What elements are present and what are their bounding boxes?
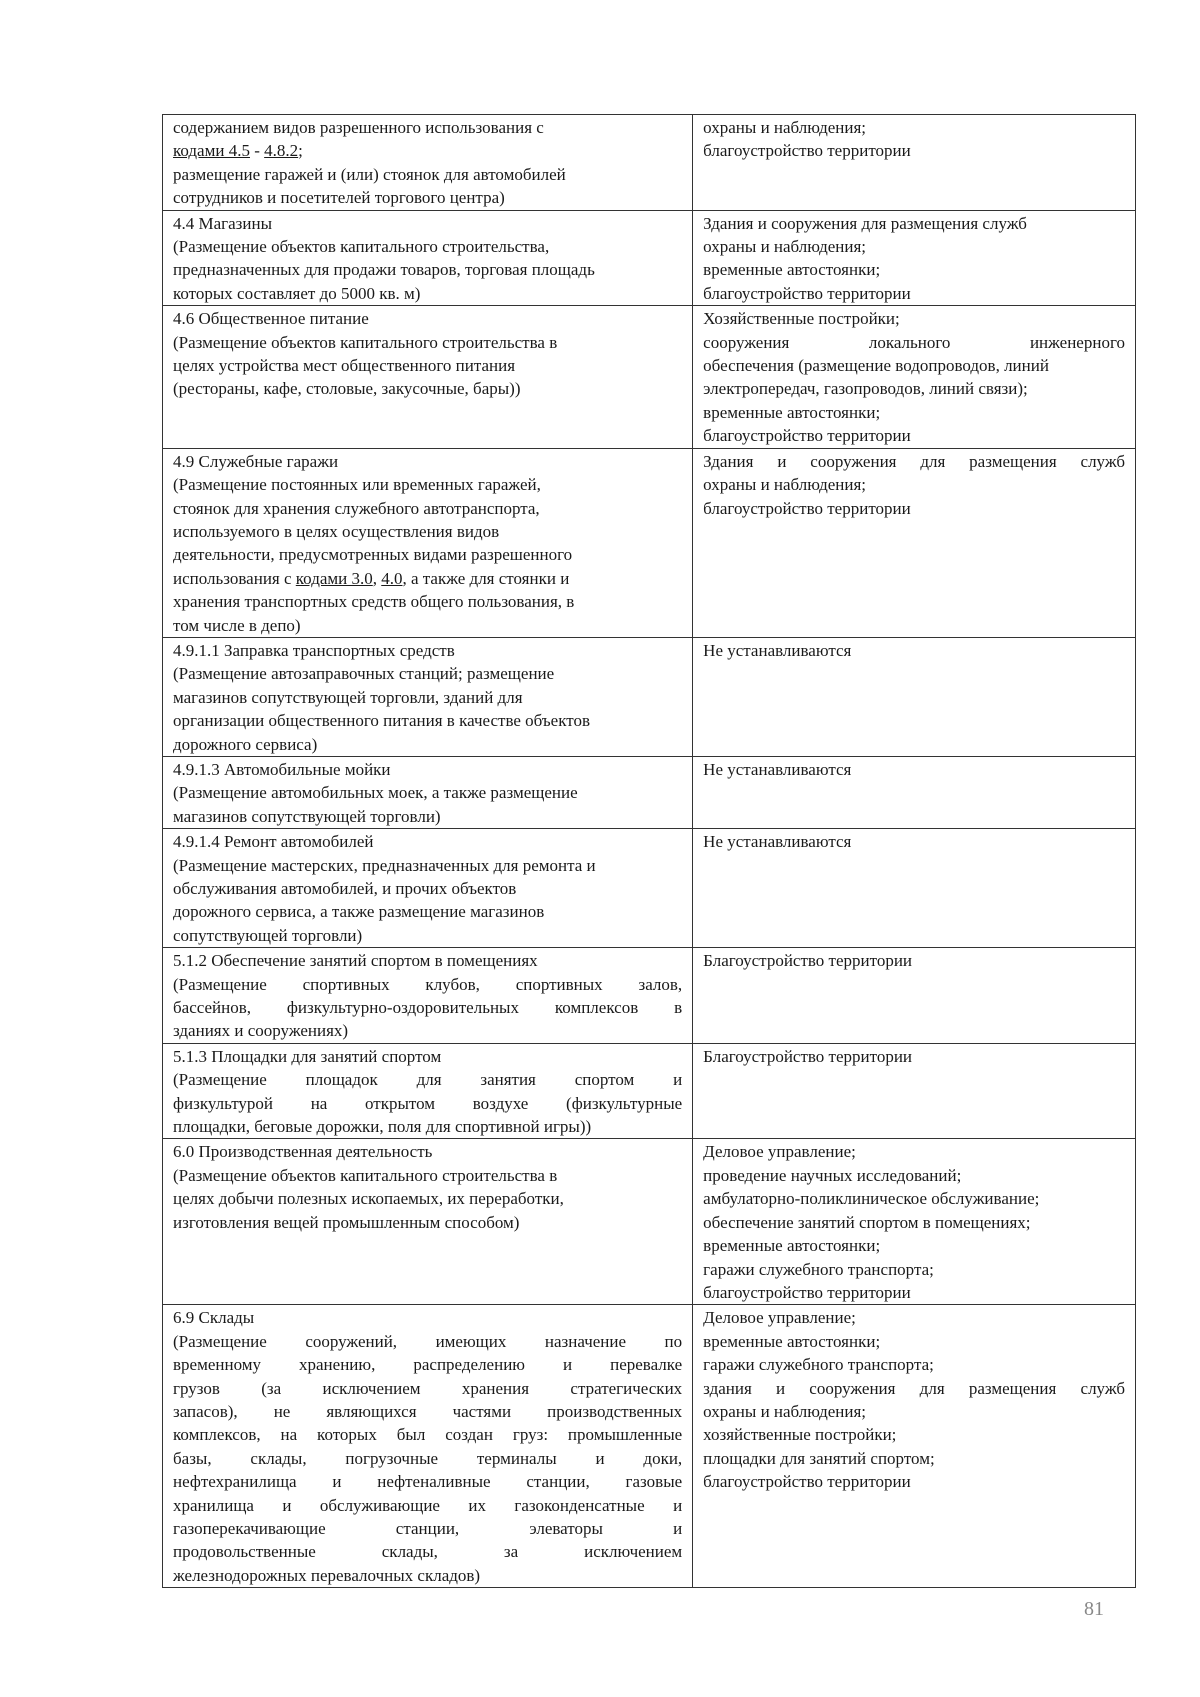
text-line: Не устанавливаются — [703, 759, 852, 779]
text-line: Хозяйственные постройки; — [703, 309, 900, 329]
table-row — [163, 1043, 1136, 1139]
text-segment: , а также для стоянки и — [402, 568, 570, 588]
text-line: Благоустройство территории — [703, 951, 913, 971]
text-line: 4.9.1.4 Ремонт автомобилей — [173, 832, 374, 852]
auxiliary-use-cell — [693, 637, 1136, 756]
land-use-type-cell — [163, 210, 693, 306]
table-row — [163, 637, 1136, 756]
text-line: площадки, беговые дорожки, поля для спортивной игры)) — [173, 1117, 592, 1137]
table-row — [163, 306, 1136, 448]
land-use-type-cell — [163, 1043, 693, 1139]
text-line: комплексов, на которых был создан груз: промышленные — [173, 1425, 683, 1445]
table-body — [163, 115, 1136, 1588]
text-line: гаражи служебного транспорта; — [703, 1259, 934, 1279]
text-line: стоянок для хранения служебного автотранспорта, — [173, 498, 540, 518]
text-line: размещение гаражей и (или) стоянок для автомобилей — [173, 164, 566, 184]
text-line: изготовления вещей промышленным способом) — [173, 1212, 520, 1232]
text-line: сопутствующей торговли) — [173, 925, 363, 945]
land-use-type-cell — [163, 1305, 693, 1588]
land-use-type-cell — [163, 948, 693, 1044]
text-segment: , — [372, 568, 382, 588]
text-line: гаражи служебного транспорта; — [703, 1355, 934, 1375]
text-line: проведение научных исследований; — [703, 1165, 962, 1185]
text-line: (Размещение мастерских, предназначенных для ремонта и — [173, 855, 596, 875]
text-line: (Размещение автозаправочных станций; размещение — [173, 664, 555, 684]
text-line: Здания и сооружения для размещения служб — [703, 451, 1125, 471]
text-line — [173, 139, 682, 162]
text-segment: использования с — [173, 568, 296, 588]
land-use-type-cell — [163, 448, 693, 637]
text-segment: - — [249, 141, 265, 161]
auxiliary-use-cell — [693, 948, 1136, 1044]
text-line: предназначенных для продажи товаров, торговая площадь — [173, 260, 595, 280]
text-line: Деловое управление; — [703, 1308, 856, 1328]
code-link[interactable]: 4.0 — [381, 568, 403, 588]
code-link[interactable]: кодами 4.5 — [173, 141, 250, 161]
text-line: зданиях и сооружениях) — [173, 1021, 349, 1041]
text-line: 4.9.1.1 Заправка транспортных средств — [173, 640, 455, 660]
text-line: деятельности, предусмотренных видами разрешенного — [173, 545, 573, 565]
table-row — [163, 829, 1136, 948]
text-line: 5.1.2 Обеспечение занятий спортом в помещениях — [173, 951, 538, 971]
text-line: 6.0 Производственная деятельность — [173, 1142, 433, 1162]
text-line: амбулаторно-поликлиническое обслуживание; — [703, 1189, 1040, 1209]
text-line: (Размещение объектов капитального строительства, — [173, 237, 550, 257]
text-line: 4.9 Служебные гаражи — [173, 451, 339, 471]
text-line: дорожного сервиса) — [173, 734, 318, 754]
text-line: целях добычи полезных ископаемых, их переработки, — [173, 1189, 564, 1209]
text-line: (Размещение объектов капитального строительства в — [173, 332, 558, 352]
auxiliary-use-cell — [693, 1305, 1136, 1588]
table-row — [163, 756, 1136, 828]
text-line: 4.4 Магазины — [173, 213, 273, 233]
text-line: Благоустройство территории — [703, 1046, 913, 1066]
auxiliary-use-cell — [693, 756, 1136, 828]
text-line: (Размещение площадок для занятия спортом и — [173, 1070, 683, 1090]
text-line: охраны и наблюдения; — [703, 1401, 867, 1421]
auxiliary-use-cell — [693, 115, 1136, 211]
text-line: 4.6 Общественное питание — [173, 309, 369, 329]
text-line: дорожного сервиса, а также размещение магазинов — [173, 902, 545, 922]
table-row — [163, 448, 1136, 637]
text-line: хранилища и обслуживающие их газоконденсатные и — [173, 1495, 683, 1515]
text-line: организации общественного питания в качестве объектов — [173, 711, 590, 731]
text-line: продовольственные склады, за исключением — [173, 1542, 683, 1562]
text-line: 4.9.1.3 Автомобильные мойки — [173, 759, 391, 779]
text-line: площадки для занятий спортом; — [703, 1448, 935, 1468]
auxiliary-use-cell — [693, 306, 1136, 448]
text-line: (Размещение сооружений, имеющих назначение по — [173, 1331, 683, 1351]
text-line: благоустройство территории — [703, 1472, 911, 1492]
land-use-type-cell — [163, 637, 693, 756]
table-row — [163, 948, 1136, 1044]
text-line: используемого в целях осуществления видов — [173, 521, 500, 541]
auxiliary-use-cell — [693, 829, 1136, 948]
text-line: нефтехранилища и нефтеналивные станции, газовые — [173, 1472, 683, 1492]
text-line: Не устанавливаются — [703, 640, 852, 660]
text-line: (рестораны, кафе, столовые, закусочные, бары)) — [173, 379, 521, 399]
text-line: (Размещение автомобильных моек, а также размещение — [173, 783, 578, 803]
text-line: благоустройство территории — [703, 498, 911, 518]
text-line: обслуживания автомобилей, и прочих объектов — [173, 879, 517, 898]
land-use-table — [162, 114, 1136, 1588]
text-line — [173, 567, 682, 590]
text-line: охраны и наблюдения; — [703, 237, 867, 257]
code-link[interactable]: кодами 3.0 — [295, 568, 373, 588]
text-line: (Размещение спортивных клубов, спортивных залов, — [173, 974, 683, 994]
text-line: Не устанавливаются — [703, 832, 852, 852]
text-line: благоустройство территории — [703, 426, 911, 446]
text-line: сотрудников и посетителей торгового центра) — [173, 188, 505, 208]
text-line: Здания и сооружения для размещения служб — [703, 213, 1027, 233]
text-line: обеспечения (размещение водопроводов, линий — [703, 356, 1049, 376]
table-row — [163, 115, 1136, 211]
text-line: газоперекачивающие станции, элеваторы и — [173, 1518, 683, 1538]
text-line: бассейнов, физкультурно-оздоровительных комплексов в — [173, 998, 683, 1018]
table-row — [163, 210, 1136, 306]
auxiliary-use-cell — [693, 210, 1136, 306]
auxiliary-use-cell — [693, 448, 1136, 637]
text-line: магазинов сопутствующей торговли) — [173, 806, 441, 826]
text-line: 5.1.3 Площадки для занятий спортом — [173, 1046, 442, 1066]
text-line: том числе в депо) — [173, 615, 301, 635]
text-line: (Размещение объектов капитального строительства в — [173, 1165, 558, 1185]
text-line: благоустройство территории — [703, 1282, 911, 1302]
text-line: базы, склады, погрузочные терминалы и доки, — [173, 1448, 683, 1468]
text-line: запасов), не являющихся частями производственных — [173, 1401, 683, 1421]
text-line: целях устройства мест общественного питания — [173, 356, 516, 376]
text-line: хранения транспортных средств общего пользования, в — [173, 592, 575, 612]
text-line: охраны и наблюдения; — [703, 118, 867, 137]
auxiliary-use-cell — [693, 1043, 1136, 1139]
text-line: здания и сооружения для размещения служб — [703, 1378, 1125, 1398]
text-line: хозяйственные постройки; — [703, 1425, 897, 1445]
table-row — [163, 1305, 1136, 1588]
land-use-type-cell — [163, 756, 693, 828]
text-segment: ; — [298, 141, 303, 161]
text-line: магазинов сопутствующей торговли, зданий для — [173, 687, 523, 707]
text-line: охраны и наблюдения; — [703, 475, 867, 495]
text-line: физкультурой на открытом воздухе (физкультурные — [173, 1093, 683, 1113]
text-line: временные автостоянки; — [703, 1236, 881, 1256]
land-use-type-cell — [163, 115, 693, 211]
text-line: электропередач, газопроводов, линий связи); — [703, 379, 1028, 399]
text-line: временные автостоянки; — [703, 1331, 881, 1351]
text-line: Деловое управление; — [703, 1142, 856, 1162]
code-link[interactable]: 4.8.2 — [264, 141, 299, 161]
text-line: благоустройство территории — [703, 141, 911, 161]
auxiliary-use-cell — [693, 1139, 1136, 1305]
land-use-type-cell — [163, 829, 693, 948]
text-line: которых составляет до 5000 кв. м) — [173, 283, 421, 303]
table-row — [163, 1139, 1136, 1305]
land-use-type-cell — [163, 306, 693, 448]
text-line: железнодорожных перевалочных складов) — [173, 1565, 481, 1585]
text-line: грузов (за исключением хранения стратегических — [173, 1378, 683, 1398]
text-line: временному хранению, распределению и перевалке — [173, 1355, 683, 1375]
page-number: 81 — [1084, 1598, 1104, 1620]
text-line: временные автостоянки; — [703, 402, 881, 422]
text-line: временные автостоянки; — [703, 260, 881, 280]
text-line: содержанием видов разрешенного использования с — [173, 118, 544, 137]
text-line: обеспечение занятий спортом в помещениях; — [703, 1212, 1031, 1232]
land-use-type-cell — [163, 1139, 693, 1305]
text-line: 6.9 Склады — [173, 1308, 255, 1328]
text-line: благоустройство территории — [703, 283, 911, 303]
text-line: сооружения локального инженерного — [703, 332, 1125, 352]
text-line: (Размещение постоянных или временных гаражей, — [173, 475, 541, 495]
